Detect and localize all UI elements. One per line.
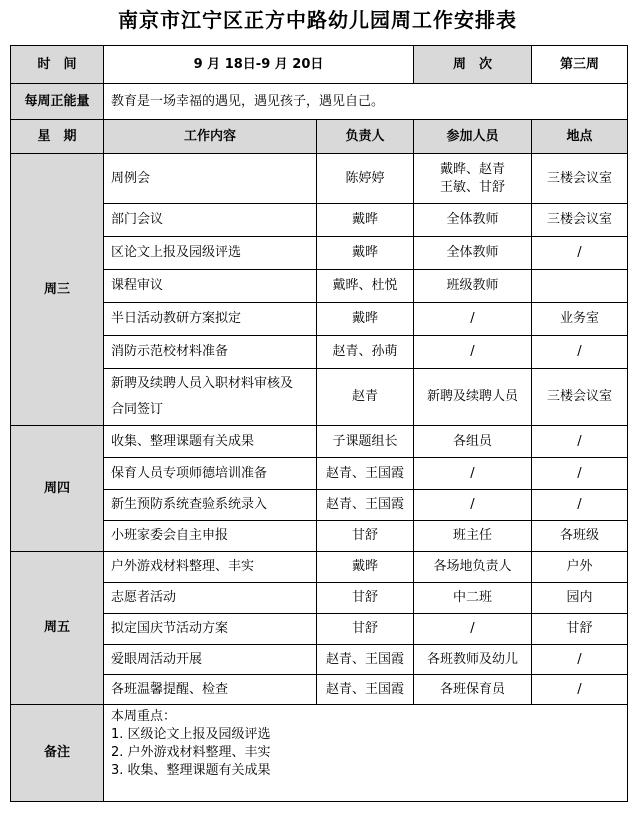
table-row — [11, 552, 628, 583]
participants-cell: / — [414, 490, 532, 521]
table-row — [11, 645, 628, 675]
header-content: 工作内容 — [104, 120, 317, 154]
participants-cell: 全体教师 — [414, 237, 532, 270]
remarks-content — [104, 705, 628, 802]
content-cell: 部门会议 — [104, 204, 317, 237]
content-cell: 区论文上报及园级评选 — [104, 237, 317, 270]
participants-cell: 新聘及续聘人员 — [414, 369, 532, 426]
day-cell-fri: 周五 — [11, 552, 104, 705]
content-cell: 保育人员专项师德培训准备 — [104, 458, 317, 490]
table-row — [11, 426, 628, 458]
table-row — [11, 614, 628, 645]
content-line-2: 合同签订 — [111, 402, 164, 417]
table-row — [11, 490, 628, 521]
energy-row — [11, 84, 628, 120]
content-cell — [104, 369, 317, 426]
table-row — [11, 369, 628, 426]
owner-cell: 陈婷婷 — [317, 154, 414, 204]
location-cell: / — [532, 426, 628, 458]
participants-cell: 班主任 — [414, 521, 532, 552]
owner-cell: 甘舒 — [317, 614, 414, 645]
table-row — [11, 204, 628, 237]
participants-cell: / — [414, 458, 532, 490]
table-row — [11, 270, 628, 303]
location-cell: 三楼会议室 — [532, 369, 628, 426]
participants-line-1: 戴晔、赵青 — [439, 161, 505, 177]
owner-cell: 戴晔 — [317, 552, 414, 583]
participants-cell: 班级教师 — [414, 270, 532, 303]
location-cell: 三楼会议室 — [532, 204, 628, 237]
week-label: 周 次 — [414, 46, 532, 84]
table-row — [11, 336, 628, 369]
page-title: 南京市江宁区正方中路幼儿园周工作安排表 — [118, 8, 517, 32]
content-cell: 消防示范校材料准备 — [104, 336, 317, 369]
participants-cell: 各组员 — [414, 426, 532, 458]
owner-cell: 赵青、王国霞 — [317, 458, 414, 490]
location-cell: 户外 — [532, 552, 628, 583]
schedule-table — [10, 45, 628, 802]
participants-cell: 中二班 — [414, 583, 532, 614]
content-cell: 半日活动教研方案拟定 — [104, 303, 317, 336]
header-owner: 负责人 — [317, 120, 414, 154]
energy-text: 教育是一场幸福的遇见，遇见孩子，遇见自己。 — [104, 84, 628, 120]
remarks-heading: 本周重点： — [111, 709, 177, 724]
table-row — [11, 521, 628, 552]
content-cell: 户外游戏材料整理、丰实 — [104, 552, 317, 583]
remarks-row — [11, 705, 628, 802]
location-cell — [532, 270, 628, 303]
remarks-item: 2. 户外游戏材料整理、丰实 — [111, 745, 271, 760]
day-cell-thu: 周四 — [11, 426, 104, 552]
header-day: 星 期 — [11, 120, 104, 154]
owner-cell: 戴晔 — [317, 303, 414, 336]
time-label: 时 间 — [11, 46, 104, 84]
table-row — [11, 154, 628, 204]
location-cell: 甘舒 — [532, 614, 628, 645]
location-cell: / — [532, 237, 628, 270]
content-cell: 爱眼周活动开展 — [104, 645, 317, 675]
content-cell: 新生预防系统查验系统录入 — [104, 490, 317, 521]
owner-cell: 甘舒 — [317, 583, 414, 614]
participants-cell: / — [414, 614, 532, 645]
owner-cell: 赵青、王国霞 — [317, 675, 414, 705]
remarks-item: 3. 收集、整理课题有关成果 — [111, 763, 271, 778]
owner-cell: 赵青、王国霞 — [317, 490, 414, 521]
content-line-1: 新聘及续聘人员入职材料审核及 — [111, 376, 294, 391]
participants-cell: / — [414, 336, 532, 369]
location-cell: 业务室 — [532, 303, 628, 336]
content-cell: 课程审议 — [104, 270, 317, 303]
participants-cell: / — [414, 303, 532, 336]
owner-cell: 赵青、王国霞 — [317, 645, 414, 675]
table-row — [11, 583, 628, 614]
location-cell: / — [532, 458, 628, 490]
week-value: 第三周 — [532, 46, 628, 84]
location-cell: / — [532, 645, 628, 675]
location-cell: 三楼会议室 — [532, 154, 628, 204]
participants-cell: 各班保育员 — [414, 675, 532, 705]
content-cell: 小班家委会自主申报 — [104, 521, 317, 552]
table-row — [11, 458, 628, 490]
participants-cell — [414, 154, 532, 204]
location-cell: 园内 — [532, 583, 628, 614]
content-cell: 周例会 — [104, 154, 317, 204]
participants-cell: 全体教师 — [414, 204, 532, 237]
location-cell: / — [532, 490, 628, 521]
header-participants: 参加人员 — [414, 120, 532, 154]
owner-cell: 戴晔 — [317, 237, 414, 270]
table-row — [11, 237, 628, 270]
table-row — [11, 303, 628, 336]
owner-cell: 戴晔 — [317, 204, 414, 237]
time-value: 9 月 18日-9 月 20日 — [104, 46, 414, 84]
header-location: 地点 — [532, 120, 628, 154]
remarks-label: 备注 — [11, 705, 104, 802]
owner-cell: 子课题组长 — [317, 426, 414, 458]
location-cell: / — [532, 675, 628, 705]
content-cell: 志愿者活动 — [104, 583, 317, 614]
participants-cell: 各班教师及幼儿 — [414, 645, 532, 675]
location-cell: / — [532, 336, 628, 369]
info-row — [11, 46, 628, 84]
remarks-item: 1. 区级论文上报及园级评选 — [111, 727, 271, 742]
participants-cell: 各场地负责人 — [414, 552, 532, 583]
participants-line-2: 王敏、甘舒 — [439, 179, 505, 195]
content-cell: 各班温馨提醒、检查 — [104, 675, 317, 705]
location-cell: 各班级 — [532, 521, 628, 552]
owner-cell: 甘舒 — [317, 521, 414, 552]
content-cell: 拟定国庆节活动方案 — [104, 614, 317, 645]
content-cell: 收集、整理课题有关成果 — [104, 426, 317, 458]
energy-label: 每周正能量 — [11, 84, 104, 120]
table-row — [11, 675, 628, 705]
day-cell-wed: 周三 — [11, 154, 104, 426]
header-row — [11, 120, 628, 154]
owner-cell: 赵青 — [317, 369, 414, 426]
owner-cell: 赵青、孙萌 — [317, 336, 414, 369]
owner-cell: 戴晔、杜悦 — [317, 270, 414, 303]
